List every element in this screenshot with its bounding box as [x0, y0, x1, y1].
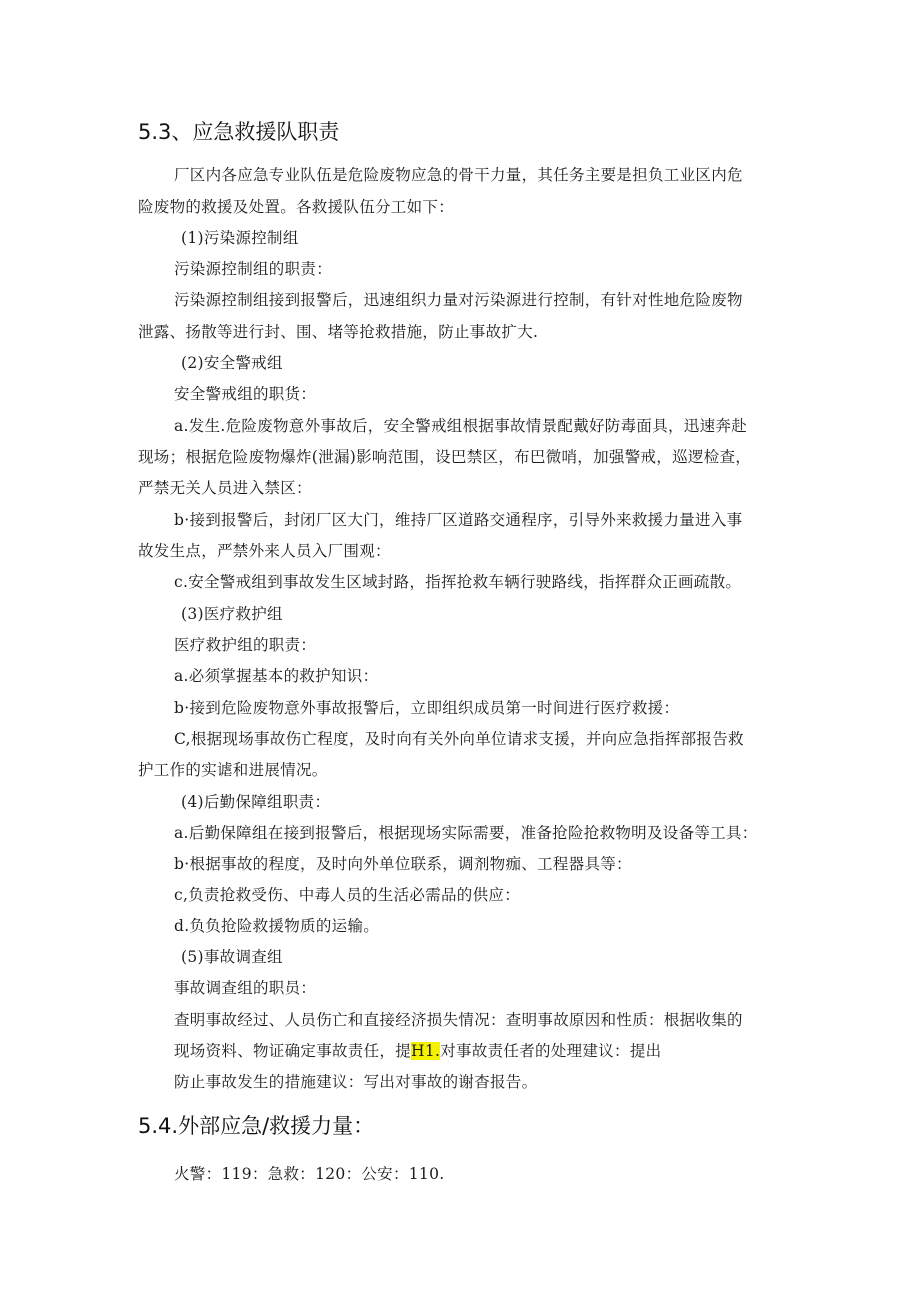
paragraph-line: b·接到危险废物意外事故报警后，立即组织成员第一时间进行医疗救援： — [174, 699, 680, 717]
paragraph-line: a.必须掌握基本的救护知识： — [174, 667, 379, 685]
paragraph-line: 污染源控制组接到报警后，迅速组织力量对污染源进行控制，有针对性地危险废物 — [174, 291, 743, 309]
line-text: 现场资料、物证确定事故责任，提 — [174, 1042, 412, 1060]
paragraph-line: 故发生点，严禁外来人员入厂围观： — [138, 542, 391, 560]
paragraph-line: b·接到报警后，封闭厂区大门，维持厂区道路交通程序，引导外来救援力量进入事 — [174, 511, 743, 529]
line-text: 对事故责任者的处理建议：提出 — [440, 1042, 662, 1060]
paragraph-line: c,负责抢救受伤、中毒人员的生活必需品的供应： — [174, 886, 521, 904]
paragraph-line: 查明事故经过、人员伤亡和直接经济损失情况：查明事故原因和性质：根据收集的 — [174, 1011, 743, 1029]
subsection-title: (4)后勤保障组职责： — [181, 793, 331, 811]
paragraph-line: a.后勤保障组在接到报警后，根据现场实际需要，准备抢险抢救物明及设备等工具： — [174, 824, 758, 842]
paragraph-line: b·根据事故的程度，及时向外单位联系，调剂物痂、工程器具等： — [174, 855, 632, 873]
subsection-title: (3)医疗救护组 — [181, 605, 283, 623]
highlighted-text: H1. — [411, 1042, 441, 1060]
paragraph-line: 泄露、扬散等进行封、围、堵等抢救措施，防止事故扩大. — [138, 323, 539, 341]
paragraph-line: C,根据现场事故伤亡程度，及时向有关外向单位请求支援，并向应急指挥部报告救 — [174, 730, 744, 748]
paragraph-line: 安全警戒组的职货： — [174, 385, 317, 403]
paragraph-line: 事故调查组的职员： — [174, 979, 317, 997]
paragraph-line: 严禁无关人员进入禁区： — [138, 479, 312, 497]
paragraph-line: a.发生.危险废物意外事故后，安全警戒组根据事故情景配戴好防毒面具，迅速奔赴 — [174, 417, 747, 435]
paragraph-line: 防止事故发生的措施建议：写出对事故的谢杳报告。 — [174, 1073, 538, 1091]
section-5-4-heading: 5.4.外部应急/救援力量： — [138, 1114, 375, 1138]
paragraph-line: 护工作的实谑和进展情况。 — [138, 761, 328, 779]
paragraph-line: d.负负抢险救援物质的运输。 — [174, 917, 380, 935]
subsection-title: (5)事故调查组 — [181, 948, 283, 966]
section-5-3-heading: 5.3、应急救援队职责 — [138, 120, 340, 144]
subsection-title: (1)污染源控制组 — [181, 229, 299, 247]
emergency-contacts: 火警：119：急救：120：公安：110. — [174, 1165, 445, 1183]
subsection-title: (2)安全警戒组 — [181, 354, 283, 372]
paragraph-line: 污染源控制组的职责： — [174, 260, 333, 278]
paragraph-line: c.安全警戒组到事故发生区域封路，指挥抢救车辆行驶路线，指挥群众正画疏散。 — [174, 573, 742, 591]
paragraph-line: 现场；根据危险废物爆炸(泄漏)影响范围，设巴禁区，布巴微哨，加强警戒，巡逻检查， — [138, 448, 752, 466]
paragraph-line-with-highlight — [174, 1040, 661, 1062]
paragraph-line: 险废物的救援及处置。各救援队伍分工如下： — [138, 198, 455, 216]
paragraph-line: 医疗救护组的职责： — [174, 636, 317, 654]
paragraph-line: 厂区内各应急专业队伍是危险废物应急的骨干力量，其任务主要是担负工业区内危 — [174, 166, 743, 184]
